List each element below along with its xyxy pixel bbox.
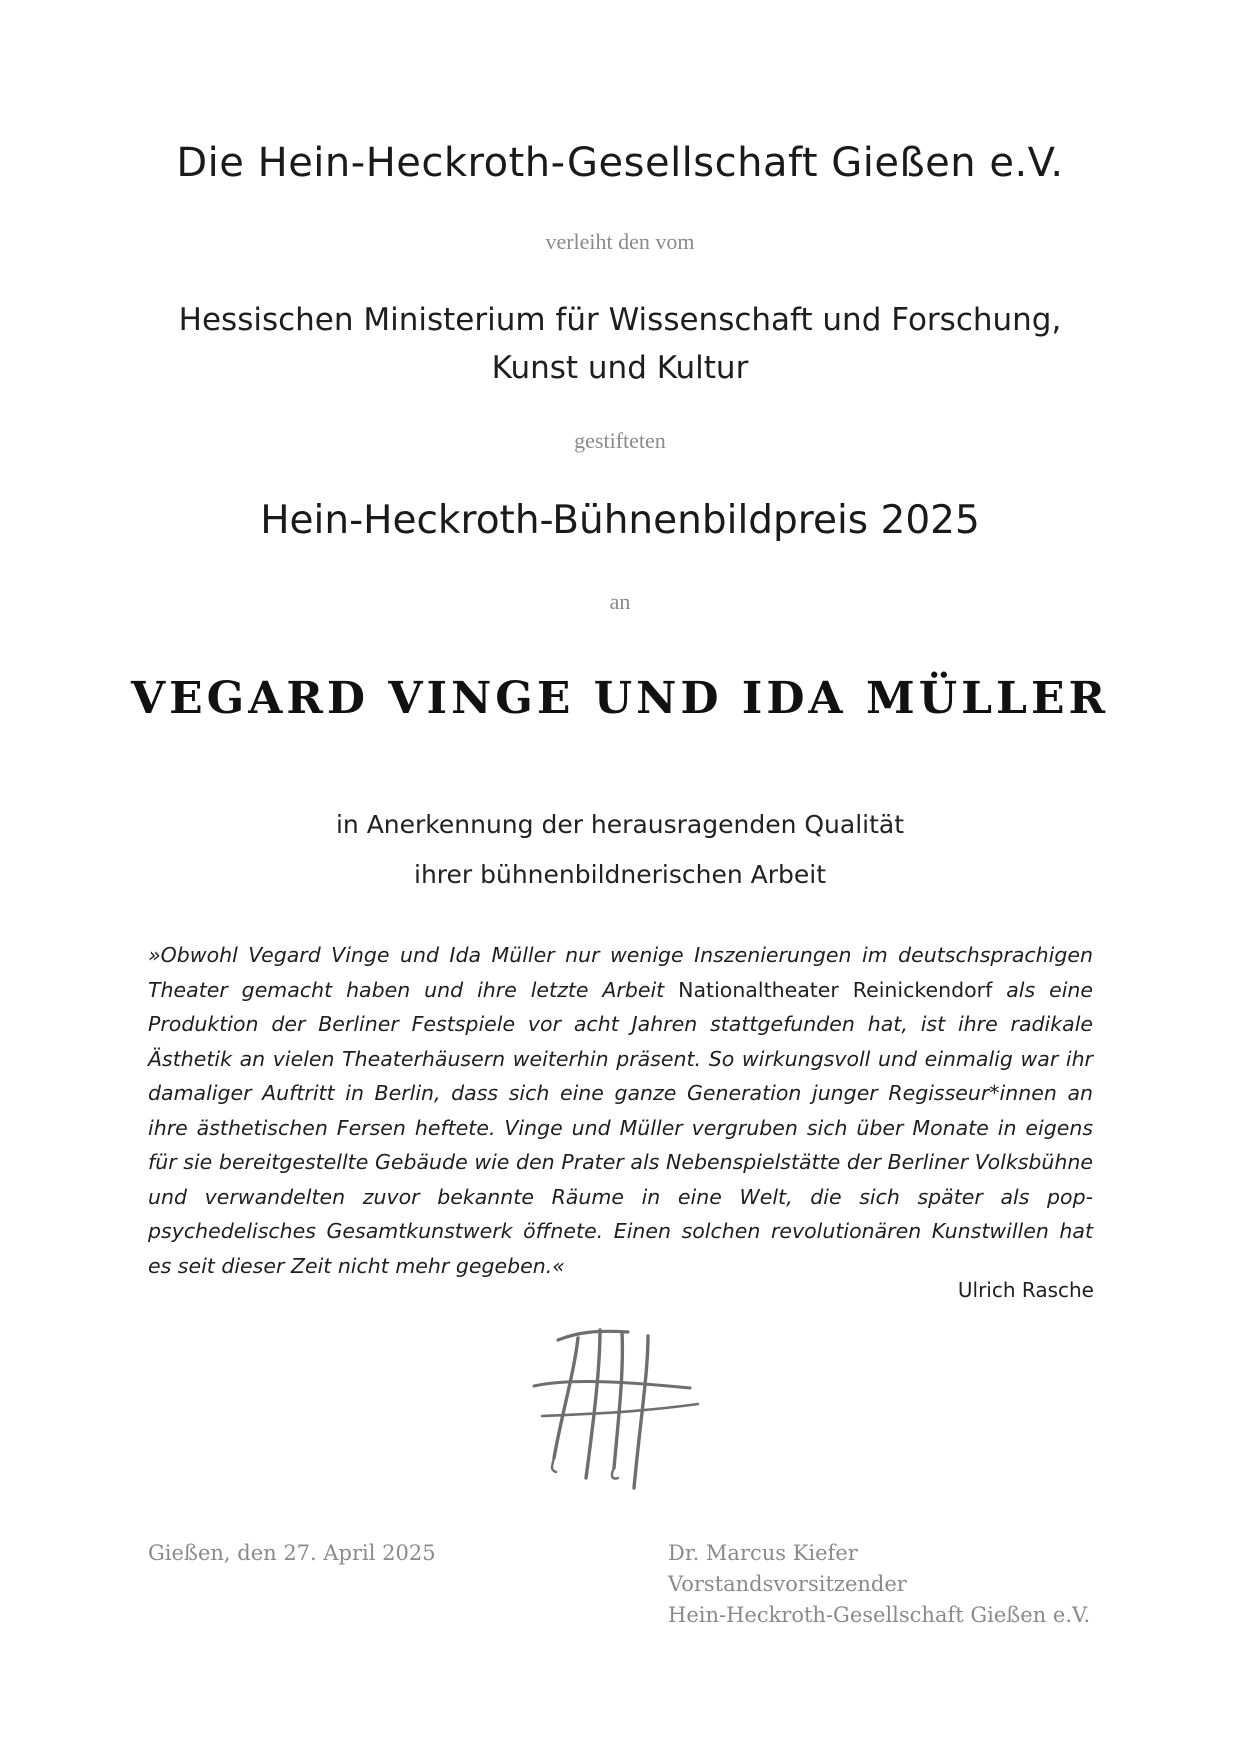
place-and-date: Gießen, den 27. April 2025 [148, 1541, 436, 1565]
signer-block [668, 1538, 1090, 1631]
signer-organization: Hein-Heckroth-Gesellschaft Gießen e.V. [668, 1603, 1091, 1627]
connector-to: an [609, 589, 631, 614]
signer-role: Vorstandsvorsitzender [668, 1572, 907, 1596]
ministry-line-2: Kunst und Kultur [491, 350, 749, 386]
quote-text-part-1: »Obwohl Vegard Vinge und Ida Müller nur wenige Inszenierungen im deutschsprachigen Theater gemacht haben und ihre letzte Arbeit [148, 943, 1093, 1002]
handwritten-signature [530, 1318, 710, 1498]
organization-title: Die Hein-Heckroth-Gesellschaft Gießen e.V. [176, 140, 1064, 186]
quote-text-part-2: als eine Produktion der Berliner Festspiele vor acht Jahren stattgefunden hat, ist ihre radikale Ästhetik an vielen Theaterhäusern weiterhin präsent. So wirkungsvoll und einmalig war ihr damaliger Auftritt in Berlin, dass sich eine ganze Generation junger Regisseur*innen an ihre ästhetischen Fersen heftete. Vinge und Müller vergruben sich über Monate in eigens für sie bereitgestellte Gebäude wie den Prater als Nebenspielstätte der Berliner Volksbühne und verwandelten zuvor bekannte Räume in eine Welt, die sich später als pop-psychedelisches Gesamtkunstwerk öffnete. Einen solchen revolutionären Kunstwillen hat es seit dieser Zeit nicht mehr gegeben.« [148, 977, 1094, 1278]
quote-author: Ulrich Rasche [957, 1278, 1094, 1302]
production-title: Nationaltheater Reinickendorf [678, 977, 993, 1002]
connector-endowed: gestifteten [574, 428, 666, 453]
recognition-line-1: in Anerkennung der herausragenden Qualität [335, 810, 905, 839]
signer-name: Dr. Marcus Kiefer [668, 1541, 858, 1565]
award-name: Hein-Heckroth-Bühnenbildpreis 2025 [260, 498, 980, 543]
recognition-line-2: ihrer bühnenbildnerischen Arbeit [414, 860, 826, 889]
ministry-line-1: Hessischen Ministerium für Wissenschaft und Forschung, [178, 302, 1062, 338]
laudation-quote [148, 938, 1093, 1283]
connector-awards: verleiht den vom [545, 229, 695, 254]
recipients-name: VEGARD VINGE UND IDA MÜLLER [130, 673, 1110, 724]
